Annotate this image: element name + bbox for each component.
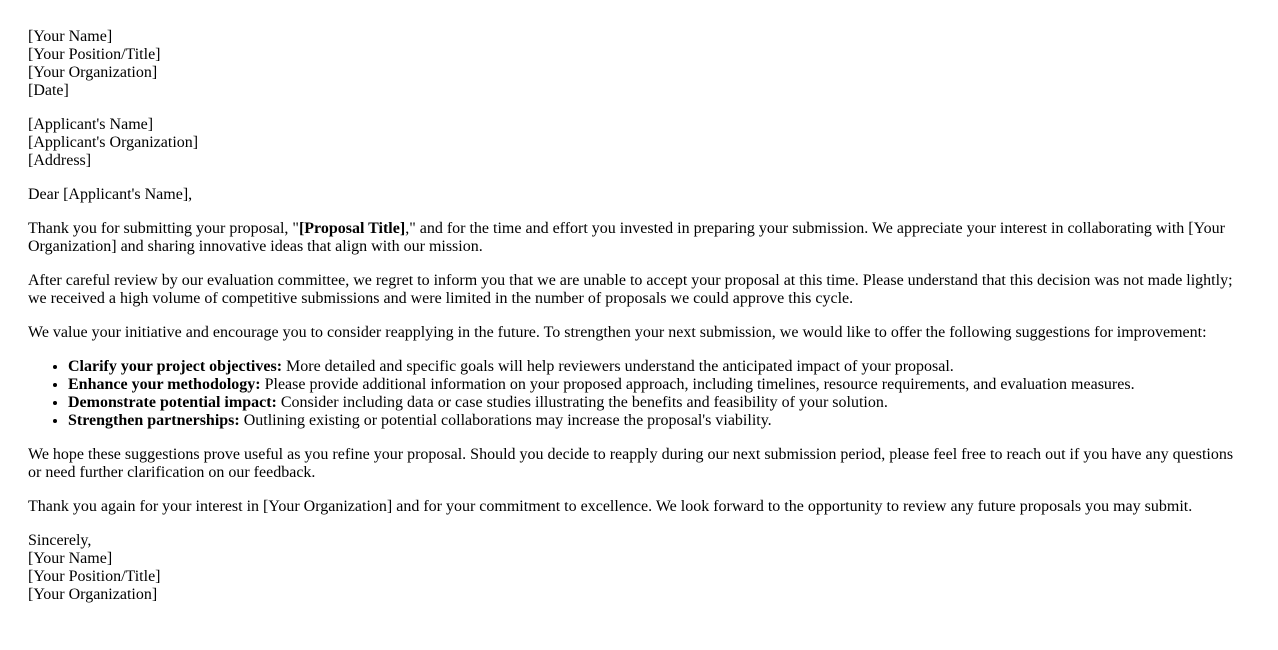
signature-block xyxy=(28,532,1240,604)
recipient-name: [Applicant's Name] xyxy=(28,116,154,133)
suggestions-list xyxy=(28,358,1240,430)
paragraph-closing: Thank you again for your interest in [Your Organization] and for your commitment to excellence. We look forward to the opportunity to review any future proposals you may submit. xyxy=(28,498,1193,515)
suggestion-label: Demonstrate potential impact: xyxy=(68,394,277,411)
suggestion-text: Consider including data or case studies illustrating the benefits and feasibility of your solution. xyxy=(276,394,888,411)
suggestion-text: More detailed and specific goals will help reviewers understand the anticipated impact of your proposal. xyxy=(282,358,954,375)
paragraph-encouragement: We value your initiative and encourage you to consider reapplying in the future. To strengthen your next submission, we would like to offer the following suggestions for improvement: xyxy=(28,324,1207,341)
paragraph-thank-you-start: Thank you for submitting your proposal, " xyxy=(28,220,299,237)
list-item xyxy=(68,412,1240,430)
suggestion-text: Please provide additional information on your proposed approach, including timelines, resource requirements, and evaluation measures. xyxy=(260,376,1135,393)
sender-title: [Your Position/Title] xyxy=(28,46,161,63)
letter-date: [Date] xyxy=(28,82,69,99)
recipient-address: [Address] xyxy=(28,152,92,169)
letter xyxy=(28,28,1240,620)
suggestion-label: Strengthen partnerships: xyxy=(68,412,240,429)
signature-name: [Your Name] xyxy=(28,550,113,567)
signature-organization: [Your Organization] xyxy=(28,586,158,603)
sender-block xyxy=(28,28,1240,100)
paragraph-decision: After careful review by our evaluation committee, we regret to inform you that we are unable to accept your proposal at this time. Please understand that this decision was not made lightly; we received a high volume of competitive submissions and were limited in the number of proposals we could approve this cycle. xyxy=(28,272,1233,307)
salutation: Dear [Applicant's Name], xyxy=(28,186,193,203)
paragraph-thank-you xyxy=(28,220,1240,256)
list-item xyxy=(68,394,1240,412)
sender-name: [Your Name] xyxy=(28,28,113,45)
signature-title: [Your Position/Title] xyxy=(28,568,161,585)
suggestion-text: Outlining existing or potential collaborations may increase the proposal's viability. xyxy=(239,412,772,429)
valediction: Sincerely, xyxy=(28,532,92,549)
paragraph-hope: We hope these suggestions prove useful as you refine your proposal. Should you decide to reapply during our next submission period, please feel free to reach out if you have any questions or need further clarification on our feedback. xyxy=(28,446,1234,481)
proposal-title: [Proposal Title] xyxy=(298,220,406,237)
suggestion-label: Enhance your methodology: xyxy=(68,376,261,393)
list-item xyxy=(68,376,1240,394)
suggestion-label: Clarify your project objectives: xyxy=(68,358,283,375)
paragraph-thank-you-end: ," and for the time and effort you invested in preparing your submission. We appreciate your interest in collaborating with [Your Organization] and sharing innovative ideas that align with our mission. xyxy=(28,220,1225,255)
list-item xyxy=(68,358,1240,376)
recipient-organization: [Applicant's Organization] xyxy=(28,134,199,151)
recipient-block xyxy=(28,116,1240,170)
sender-organization: [Your Organization] xyxy=(28,64,158,81)
